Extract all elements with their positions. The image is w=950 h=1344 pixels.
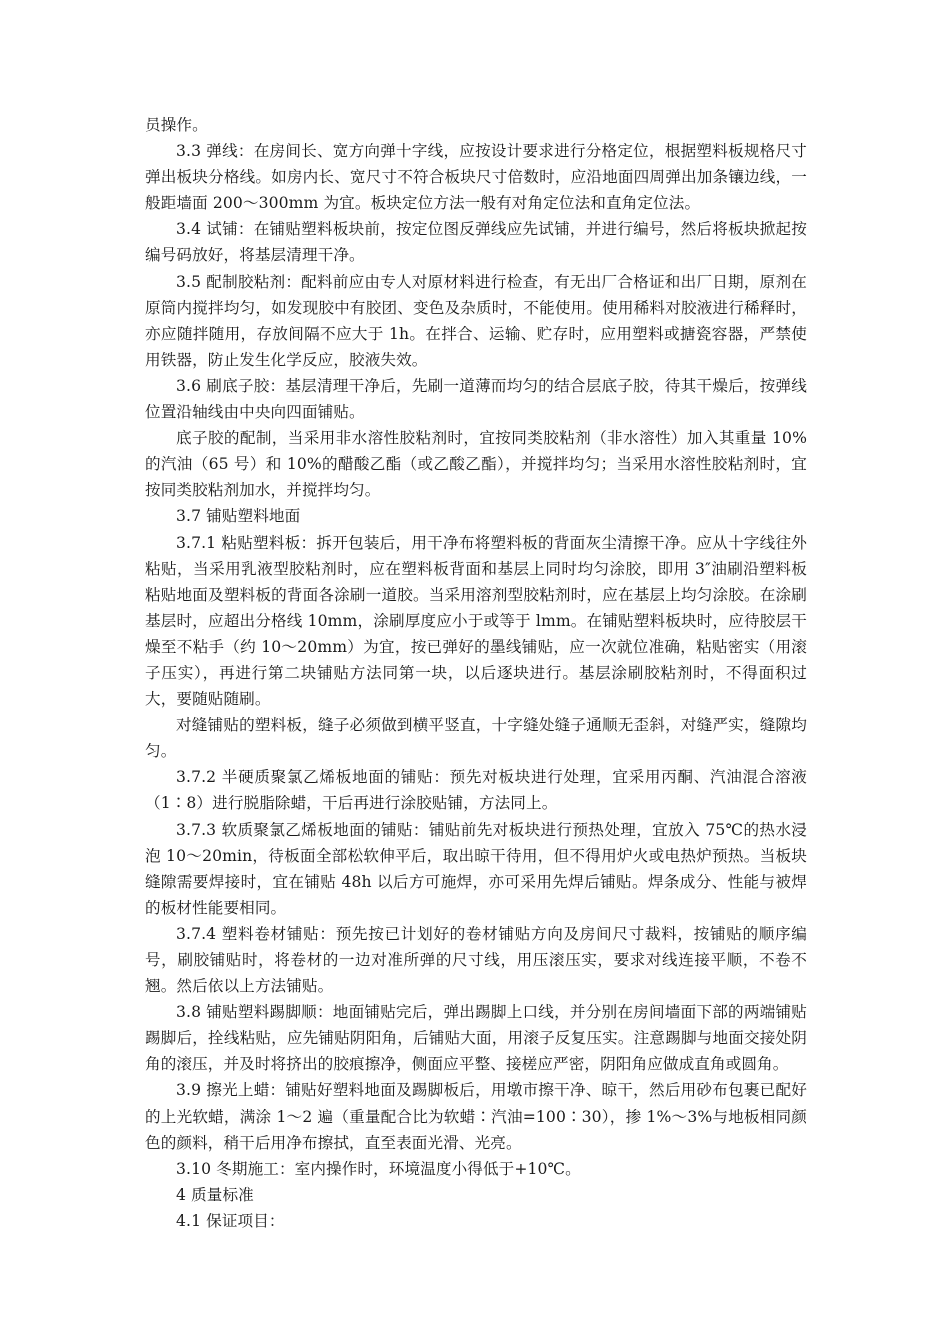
document-page xyxy=(145,112,807,1234)
paragraph-3-6: 3.6 刷底子胶：基层清理干净后，先刷一道薄而均匀的结合层底子胶，待其干燥后，按弹线位置沿轴线由中央向四面铺贴。 xyxy=(145,376,807,422)
heading-4: 4 质量标准 xyxy=(176,1185,254,1204)
paragraph-3-7-4: 3.7.4 塑料卷材铺贴：预先按已计划好的卷材铺贴方向及房间尺寸裁料，按铺贴的顺序编号，刷胶铺贴时，将卷材的一边对准所弹的尺寸线，用压滚压实，要求对线连接平顺，不卷不翘。然后依以上方法铺贴。 xyxy=(145,924,807,996)
paragraph-3-7-3: 3.7.3 软质聚氯乙烯板地面的铺贴：铺贴前先对板块进行预热处理，宜放入 75℃的热水浸泡 10～20min，待板面全部松软伸平后，取出晾干待用，但不得用炉火或电热炉预热。当板块缝隙需要焊接时，宜在铺贴 48h 以后方可施焊，亦可采用先焊后铺贴。焊条成分、性能与被焊的板材性能要相同。 xyxy=(145,820,807,917)
heading-3-7: 3.7 铺贴塑料地面 xyxy=(176,507,301,526)
paragraph-3-7-1: 3.7.1 粘贴塑料板：拆开包装后，用干净布将塑料板的背面灰尘清擦干净。应从十字线往外粘贴，当采用乳液型胶粘剂时，应在塑料板背面和基层上同时均匀涂胶，即用 3″油刷沿塑料板粘贴地面及塑料板的背面各涂刷一道胶。当采用溶剂型胶粘剂时，应在基层上均匀涂胶。在涂刷基层时，应超出分格线 10mm，涂刷厚度应小于或等于 lmm。在铺贴塑料板块时，应待胶层干燥至不粘手（约 10～20mm）为宜，按已弹好的墨线铺贴，应一次就位准确，粘贴密实（用滚子压实），再进行第二块铺贴方法同第一块，以后逐块进行。基层涂刷胶粘剂时，不得面积过大，要随贴随刷。 xyxy=(145,533,807,709)
paragraph-3-9: 3.9 擦光上蜡：铺贴好塑料地面及踢脚板后，用墩市擦干净、晾干，然后用砂布包裹已配好的上光软蜡，满涂 1～2 遍（重量配合比为软蜡∶汽油=100∶30），掺 1%～3%与地板相同颜色的颜料，稍干后用净布擦拭，直至表面光滑、光亮。 xyxy=(145,1081,807,1152)
paragraph-continuation: 员操作。 xyxy=(145,116,208,134)
paragraph-3-3: 3.3 弹线：在房间长、宽方向弹十字线，应按设计要求进行分格定位，根据塑料板规格尺寸弹出板块分格线。如房内长、宽尺寸不符合板块尺寸倍数时，应沿地面四周弹出加条镶边线，一般距墙面 200～300mm 为宜。板块定位方法一般有对角定位法和直角定位法。 xyxy=(145,142,807,213)
paragraph-3-7-2: 3.7.2 半硬质聚氯乙烯板地面的铺贴：预先对板块进行处理，宜采用丙酮、汽油混合溶液（1∶8）进行脱脂除蜡，干后再进行涂胶贴铺，方法同上。 xyxy=(145,768,807,813)
paragraph-seam-alignment: 对缝铺贴的塑料板，缝子必须做到横平竖直，十字缝处缝子通顺无歪斜，对缝严实，缝隙均匀。 xyxy=(145,716,807,761)
paragraph-3-10: 3.10 冬期施工：室内操作时，环境温度小得低于+10℃。 xyxy=(176,1159,581,1178)
paragraph-3-5: 3.5 配制胶粘剂：配料前应由专人对原材料进行检查，有无出厂合格证和出厂日期，原剂在原筒内搅拌均匀，如发现胶中有胶团、变色及杂质时，不能使用。使用稀料对胶液进行稀释时，亦应随拌随用，存放间隔不应大于 1h。在拌合、运输、贮存时，应用塑料或搪瓷容器，严禁使用铁器，防止发生化学反应，胶液失效。 xyxy=(145,272,807,369)
heading-4-1: 4.1 保证项目： xyxy=(176,1211,285,1230)
paragraph-3-4: 3.4 试铺：在铺贴塑料板块前，按定位图反弹线应先试铺，并进行编号，然后将板块掀起按编号码放好，将基层清理干净。 xyxy=(145,220,807,265)
paragraph-primer-mix: 底子胶的配制，当采用非水溶性胶粘剂时，宜按同类胶粘剂（非水溶性）加入其重量 10%的汽油（65 号）和 10%的醋酸乙酯（或乙酸乙酯），并搅拌均匀；当采用水溶性胶粘剂时，宜按同类胶粘剂加水，并搅拌均匀。 xyxy=(145,429,807,500)
paragraph-3-8: 3.8 铺贴塑料踢脚顺：地面铺贴完后，弹出踢脚上口线，并分别在房间墙面下部的两端铺贴踢脚后，拴线粘贴，应先铺贴阴阳角，后铺贴大面，用滚子反复压实。注意踢脚与地面交接处阴角的滚压，并及时将挤出的胶痕擦净，侧面应平整、接槎应严密，阴阳角应做成直角或圆角。 xyxy=(145,1003,807,1074)
